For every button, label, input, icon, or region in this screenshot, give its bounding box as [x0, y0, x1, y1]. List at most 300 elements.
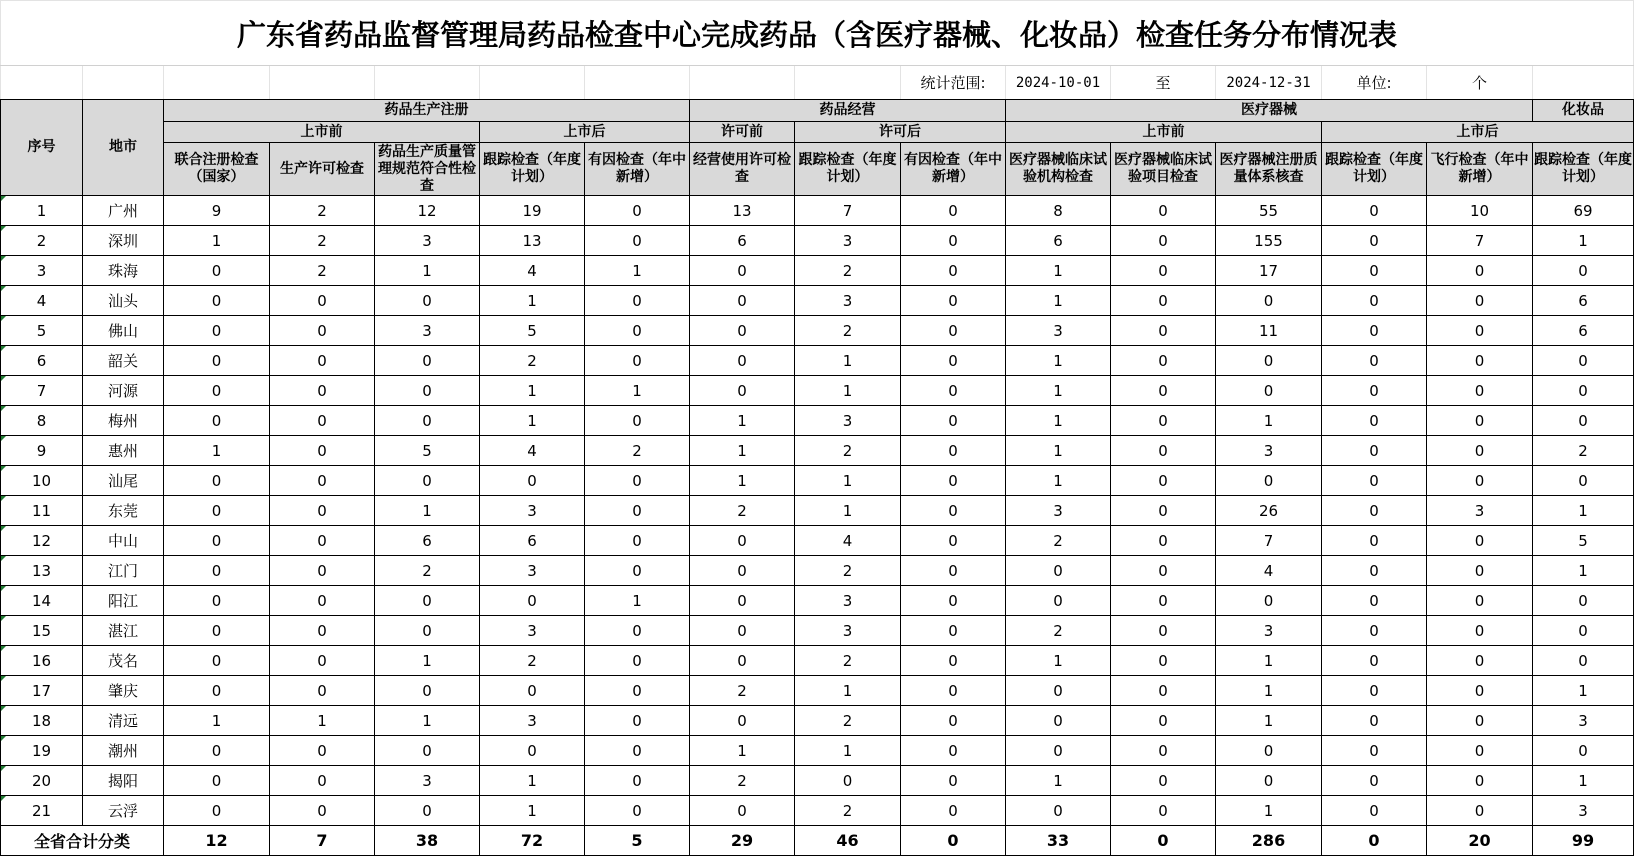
data-cell[interactable]: 1: [1533, 766, 1634, 796]
data-cell[interactable]: 1: [1006, 766, 1111, 796]
data-cell[interactable]: 1: [480, 406, 585, 436]
data-cell[interactable]: 0: [1533, 256, 1634, 286]
data-cell[interactable]: 0: [690, 376, 795, 406]
row-city[interactable]: 广州: [83, 196, 164, 226]
data-cell[interactable]: 2: [1006, 616, 1111, 646]
data-cell[interactable]: 0: [1533, 346, 1634, 376]
data-cell[interactable]: 0: [164, 376, 270, 406]
data-cell[interactable]: 2: [795, 256, 901, 286]
data-cell[interactable]: 1: [375, 256, 480, 286]
data-cell[interactable]: 6: [480, 526, 585, 556]
data-cell[interactable]: 0: [585, 286, 690, 316]
data-cell[interactable]: 0: [1427, 316, 1533, 346]
data-cell[interactable]: 3: [1533, 796, 1634, 826]
data-cell[interactable]: 0: [585, 526, 690, 556]
data-cell[interactable]: 0: [1111, 316, 1216, 346]
total-cell[interactable]: 286: [1216, 826, 1322, 856]
data-cell[interactable]: 6: [1533, 316, 1634, 346]
data-cell[interactable]: 155: [1216, 226, 1322, 256]
data-cell[interactable]: 0: [901, 706, 1006, 736]
total-cell[interactable]: 29: [690, 826, 795, 856]
data-cell[interactable]: 0: [1322, 586, 1427, 616]
data-cell[interactable]: 0: [690, 616, 795, 646]
data-cell[interactable]: 1: [1533, 556, 1634, 586]
data-cell[interactable]: 0: [1427, 706, 1533, 736]
data-cell[interactable]: 0: [270, 556, 375, 586]
data-cell[interactable]: 0: [1322, 406, 1427, 436]
data-cell[interactable]: 0: [164, 406, 270, 436]
data-cell[interactable]: 0: [585, 616, 690, 646]
data-cell[interactable]: 5: [375, 436, 480, 466]
data-cell[interactable]: 2: [270, 226, 375, 256]
data-cell[interactable]: 3: [1216, 436, 1322, 466]
data-cell[interactable]: 0: [585, 466, 690, 496]
row-city[interactable]: 汕尾: [83, 466, 164, 496]
data-cell[interactable]: 0: [1533, 466, 1634, 496]
data-cell[interactable]: 1: [375, 496, 480, 526]
data-cell[interactable]: 0: [585, 706, 690, 736]
data-cell[interactable]: 0: [1322, 316, 1427, 346]
data-cell[interactable]: 17: [1216, 256, 1322, 286]
data-cell[interactable]: 0: [375, 616, 480, 646]
data-cell[interactable]: 3: [795, 586, 901, 616]
data-cell[interactable]: 0: [164, 256, 270, 286]
data-cell[interactable]: 0: [1427, 796, 1533, 826]
data-cell[interactable]: 0: [690, 316, 795, 346]
data-cell[interactable]: 0: [1006, 736, 1111, 766]
data-cell[interactable]: 0: [901, 676, 1006, 706]
data-cell[interactable]: 1: [480, 796, 585, 826]
data-cell[interactable]: 55: [1216, 196, 1322, 226]
data-cell[interactable]: 5: [1533, 526, 1634, 556]
data-cell[interactable]: 0: [1322, 646, 1427, 676]
data-cell[interactable]: 0: [164, 796, 270, 826]
row-seq[interactable]: 20: [1, 766, 83, 796]
data-cell[interactable]: 1: [1006, 346, 1111, 376]
data-cell[interactable]: 0: [1111, 766, 1216, 796]
row-city[interactable]: 梅州: [83, 406, 164, 436]
data-cell[interactable]: 5: [480, 316, 585, 346]
data-cell[interactable]: 0: [690, 586, 795, 616]
data-cell[interactable]: 0: [901, 526, 1006, 556]
data-cell[interactable]: 0: [1216, 466, 1322, 496]
data-cell[interactable]: 1: [1006, 256, 1111, 286]
data-cell[interactable]: 0: [690, 526, 795, 556]
data-cell[interactable]: 0: [375, 466, 480, 496]
data-cell[interactable]: 0: [1111, 706, 1216, 736]
data-cell[interactable]: 2: [690, 676, 795, 706]
row-seq[interactable]: 9: [1, 436, 83, 466]
data-cell[interactable]: 0: [1427, 646, 1533, 676]
data-cell[interactable]: 0: [901, 316, 1006, 346]
data-cell[interactable]: 1: [270, 706, 375, 736]
row-seq[interactable]: 1: [1, 196, 83, 226]
data-cell[interactable]: 0: [1111, 196, 1216, 226]
row-seq[interactable]: 10: [1, 466, 83, 496]
data-cell[interactable]: 1: [690, 736, 795, 766]
data-cell[interactable]: 0: [164, 346, 270, 376]
row-seq[interactable]: 12: [1, 526, 83, 556]
total-cell[interactable]: 33: [1006, 826, 1111, 856]
data-cell[interactable]: 0: [1006, 706, 1111, 736]
data-cell[interactable]: 10: [1427, 196, 1533, 226]
data-cell[interactable]: 0: [1322, 346, 1427, 376]
data-cell[interactable]: 0: [901, 646, 1006, 676]
data-cell[interactable]: 0: [1111, 406, 1216, 436]
data-cell[interactable]: 0: [1533, 736, 1634, 766]
data-cell[interactable]: 2: [480, 646, 585, 676]
total-cell[interactable]: 72: [480, 826, 585, 856]
data-cell[interactable]: 2: [1006, 526, 1111, 556]
row-city[interactable]: 茂名: [83, 646, 164, 676]
data-cell[interactable]: 2: [795, 316, 901, 346]
data-cell[interactable]: 2: [585, 436, 690, 466]
data-cell[interactable]: 3: [795, 616, 901, 646]
data-cell[interactable]: 1: [164, 706, 270, 736]
row-seq[interactable]: 21: [1, 796, 83, 826]
row-city[interactable]: 云浮: [83, 796, 164, 826]
data-cell[interactable]: 0: [1111, 376, 1216, 406]
data-cell[interactable]: 0: [1427, 346, 1533, 376]
row-city[interactable]: 河源: [83, 376, 164, 406]
row-seq[interactable]: 14: [1, 586, 83, 616]
data-cell[interactable]: 2: [480, 346, 585, 376]
row-seq[interactable]: 4: [1, 286, 83, 316]
data-cell[interactable]: 0: [1322, 496, 1427, 526]
data-cell[interactable]: 1: [1006, 436, 1111, 466]
data-cell[interactable]: 2: [795, 646, 901, 676]
data-cell[interactable]: 0: [375, 286, 480, 316]
data-cell[interactable]: 0: [585, 676, 690, 706]
data-cell[interactable]: 3: [1533, 706, 1634, 736]
data-cell[interactable]: 1: [795, 496, 901, 526]
row-seq[interactable]: 19: [1, 736, 83, 766]
data-cell[interactable]: 0: [480, 676, 585, 706]
data-cell[interactable]: 0: [164, 766, 270, 796]
data-cell[interactable]: 0: [1111, 526, 1216, 556]
data-cell[interactable]: 4: [480, 436, 585, 466]
data-cell[interactable]: 3: [480, 616, 585, 646]
data-cell[interactable]: 1: [1006, 646, 1111, 676]
data-cell[interactable]: 9: [164, 196, 270, 226]
data-cell[interactable]: 0: [585, 316, 690, 346]
data-cell[interactable]: 0: [1111, 646, 1216, 676]
data-cell[interactable]: 0: [1427, 376, 1533, 406]
data-cell[interactable]: 0: [901, 766, 1006, 796]
row-city[interactable]: 清远: [83, 706, 164, 736]
data-cell[interactable]: 0: [1322, 436, 1427, 466]
total-cell[interactable]: 38: [375, 826, 480, 856]
data-cell[interactable]: 3: [480, 706, 585, 736]
data-cell[interactable]: 0: [1111, 346, 1216, 376]
data-cell[interactable]: 0: [164, 736, 270, 766]
data-cell[interactable]: 0: [1216, 766, 1322, 796]
row-seq[interactable]: 11: [1, 496, 83, 526]
data-cell[interactable]: 0: [690, 706, 795, 736]
row-seq[interactable]: 6: [1, 346, 83, 376]
data-cell[interactable]: 0: [1111, 286, 1216, 316]
row-seq[interactable]: 18: [1, 706, 83, 736]
data-cell[interactable]: 0: [585, 496, 690, 526]
data-cell[interactable]: 0: [585, 346, 690, 376]
data-cell[interactable]: 0: [1427, 526, 1533, 556]
data-cell[interactable]: 0: [1111, 556, 1216, 586]
data-cell[interactable]: 0: [1111, 586, 1216, 616]
data-cell[interactable]: 7: [1427, 226, 1533, 256]
data-cell[interactable]: 0: [375, 406, 480, 436]
data-cell[interactable]: 1: [1216, 646, 1322, 676]
data-cell[interactable]: 2: [375, 556, 480, 586]
data-cell[interactable]: 0: [1322, 256, 1427, 286]
row-city[interactable]: 肇庆: [83, 676, 164, 706]
data-cell[interactable]: 1: [690, 466, 795, 496]
data-cell[interactable]: 0: [690, 646, 795, 676]
total-cell[interactable]: 46: [795, 826, 901, 856]
data-cell[interactable]: 0: [585, 196, 690, 226]
data-cell[interactable]: 1: [690, 436, 795, 466]
data-cell[interactable]: 0: [1427, 766, 1533, 796]
data-cell[interactable]: 8: [1006, 196, 1111, 226]
data-cell[interactable]: 0: [164, 676, 270, 706]
total-cell[interactable]: 7: [270, 826, 375, 856]
data-cell[interactable]: 1: [375, 706, 480, 736]
data-cell[interactable]: 2: [690, 766, 795, 796]
data-cell[interactable]: 1: [795, 736, 901, 766]
data-cell[interactable]: 1: [795, 676, 901, 706]
data-cell[interactable]: 0: [480, 736, 585, 766]
data-cell[interactable]: 19: [480, 196, 585, 226]
data-cell[interactable]: 0: [901, 286, 1006, 316]
data-cell[interactable]: 1: [1533, 496, 1634, 526]
data-cell[interactable]: 0: [1006, 796, 1111, 826]
data-cell[interactable]: 12: [375, 196, 480, 226]
data-cell[interactable]: 1: [795, 466, 901, 496]
data-cell[interactable]: 0: [901, 496, 1006, 526]
total-cell[interactable]: 0: [1322, 826, 1427, 856]
data-cell[interactable]: 0: [270, 796, 375, 826]
data-cell[interactable]: 0: [1111, 616, 1216, 646]
data-cell[interactable]: 0: [480, 586, 585, 616]
data-cell[interactable]: 0: [1322, 376, 1427, 406]
data-cell[interactable]: 0: [1322, 196, 1427, 226]
data-cell[interactable]: 0: [270, 406, 375, 436]
data-cell[interactable]: 0: [585, 736, 690, 766]
row-seq[interactable]: 3: [1, 256, 83, 286]
data-cell[interactable]: 0: [1322, 736, 1427, 766]
data-cell[interactable]: 3: [375, 316, 480, 346]
data-cell[interactable]: 0: [270, 676, 375, 706]
row-seq[interactable]: 16: [1, 646, 83, 676]
data-cell[interactable]: 4: [1216, 556, 1322, 586]
data-cell[interactable]: 0: [1111, 436, 1216, 466]
data-cell[interactable]: 0: [1427, 736, 1533, 766]
data-cell[interactable]: 3: [480, 496, 585, 526]
data-cell[interactable]: 0: [1322, 286, 1427, 316]
data-cell[interactable]: 0: [270, 526, 375, 556]
row-city[interactable]: 深圳: [83, 226, 164, 256]
data-cell[interactable]: 0: [270, 766, 375, 796]
data-cell[interactable]: 1: [585, 376, 690, 406]
data-cell[interactable]: 0: [901, 436, 1006, 466]
data-cell[interactable]: 1: [1533, 676, 1634, 706]
data-cell[interactable]: 0: [164, 556, 270, 586]
data-cell[interactable]: 3: [795, 406, 901, 436]
data-cell[interactable]: 0: [1533, 406, 1634, 436]
data-cell[interactable]: 3: [375, 766, 480, 796]
data-cell[interactable]: 2: [795, 436, 901, 466]
data-cell[interactable]: 0: [1533, 616, 1634, 646]
data-cell[interactable]: 1: [585, 586, 690, 616]
data-cell[interactable]: 0: [375, 376, 480, 406]
total-cell[interactable]: 20: [1427, 826, 1533, 856]
data-cell[interactable]: 0: [1427, 466, 1533, 496]
data-cell[interactable]: 0: [901, 376, 1006, 406]
data-cell[interactable]: 0: [164, 646, 270, 676]
row-seq[interactable]: 13: [1, 556, 83, 586]
data-cell[interactable]: 3: [1216, 616, 1322, 646]
data-cell[interactable]: 0: [375, 736, 480, 766]
data-cell[interactable]: 0: [375, 676, 480, 706]
data-cell[interactable]: 0: [901, 616, 1006, 646]
data-cell[interactable]: 1: [1216, 796, 1322, 826]
row-city[interactable]: 惠州: [83, 436, 164, 466]
data-cell[interactable]: 0: [690, 346, 795, 376]
data-cell[interactable]: 0: [375, 796, 480, 826]
total-cell[interactable]: 5: [585, 826, 690, 856]
data-cell[interactable]: 1: [1006, 466, 1111, 496]
data-cell[interactable]: 6: [1533, 286, 1634, 316]
data-cell[interactable]: 0: [1216, 586, 1322, 616]
data-cell[interactable]: 0: [690, 556, 795, 586]
data-cell[interactable]: 0: [901, 796, 1006, 826]
data-cell[interactable]: 1: [1216, 406, 1322, 436]
row-city[interactable]: 汕头: [83, 286, 164, 316]
data-cell[interactable]: 1: [1216, 706, 1322, 736]
row-seq[interactable]: 7: [1, 376, 83, 406]
data-cell[interactable]: 2: [690, 496, 795, 526]
data-cell[interactable]: 0: [270, 736, 375, 766]
row-city[interactable]: 江门: [83, 556, 164, 586]
row-city[interactable]: 潮州: [83, 736, 164, 766]
data-cell[interactable]: 0: [1216, 286, 1322, 316]
data-cell[interactable]: 3: [795, 226, 901, 256]
data-cell[interactable]: 2: [795, 556, 901, 586]
data-cell[interactable]: 1: [585, 256, 690, 286]
data-cell[interactable]: 0: [901, 586, 1006, 616]
data-cell[interactable]: 0: [164, 316, 270, 346]
data-cell[interactable]: 4: [795, 526, 901, 556]
data-cell[interactable]: 0: [1006, 586, 1111, 616]
data-cell[interactable]: 11: [1216, 316, 1322, 346]
row-city[interactable]: 韶关: [83, 346, 164, 376]
data-cell[interactable]: 1: [795, 376, 901, 406]
data-cell[interactable]: 3: [1006, 496, 1111, 526]
data-cell[interactable]: 0: [1427, 256, 1533, 286]
data-cell[interactable]: 0: [270, 646, 375, 676]
data-cell[interactable]: 0: [1427, 406, 1533, 436]
data-cell[interactable]: 0: [1427, 676, 1533, 706]
row-city[interactable]: 湛江: [83, 616, 164, 646]
row-city[interactable]: 揭阳: [83, 766, 164, 796]
data-cell[interactable]: 0: [375, 346, 480, 376]
data-cell[interactable]: 3: [1427, 496, 1533, 526]
data-cell[interactable]: 0: [164, 616, 270, 646]
data-cell[interactable]: 0: [585, 646, 690, 676]
data-cell[interactable]: 1: [1533, 226, 1634, 256]
data-cell[interactable]: 0: [1322, 526, 1427, 556]
data-cell[interactable]: 0: [1533, 646, 1634, 676]
data-cell[interactable]: 13: [480, 226, 585, 256]
data-cell[interactable]: 6: [1006, 226, 1111, 256]
data-cell[interactable]: 1: [1216, 676, 1322, 706]
data-cell[interactable]: 0: [1427, 586, 1533, 616]
data-cell[interactable]: 0: [690, 256, 795, 286]
data-cell[interactable]: 3: [1006, 316, 1111, 346]
data-cell[interactable]: 0: [164, 466, 270, 496]
data-cell[interactable]: 0: [480, 466, 585, 496]
data-cell[interactable]: 0: [270, 376, 375, 406]
data-cell[interactable]: 0: [1111, 466, 1216, 496]
data-cell[interactable]: 0: [270, 466, 375, 496]
data-cell[interactable]: 0: [1322, 766, 1427, 796]
data-cell[interactable]: 0: [1216, 736, 1322, 766]
row-city[interactable]: 佛山: [83, 316, 164, 346]
data-cell[interactable]: 0: [1216, 346, 1322, 376]
data-cell[interactable]: 0: [1111, 736, 1216, 766]
data-cell[interactable]: 0: [585, 406, 690, 436]
data-cell[interactable]: 2: [270, 256, 375, 286]
data-cell[interactable]: 0: [164, 286, 270, 316]
data-cell[interactable]: 2: [270, 196, 375, 226]
data-cell[interactable]: 0: [1322, 616, 1427, 646]
data-cell[interactable]: 0: [1322, 676, 1427, 706]
data-cell[interactable]: 0: [1533, 376, 1634, 406]
row-city[interactable]: 珠海: [83, 256, 164, 286]
data-cell[interactable]: 3: [795, 286, 901, 316]
data-cell[interactable]: 7: [1216, 526, 1322, 556]
total-label[interactable]: 全省合计分类: [1, 826, 164, 856]
data-cell[interactable]: 0: [1111, 796, 1216, 826]
data-cell[interactable]: 0: [585, 766, 690, 796]
data-cell[interactable]: 0: [585, 796, 690, 826]
data-cell[interactable]: 0: [901, 466, 1006, 496]
data-cell[interactable]: 7: [795, 196, 901, 226]
data-cell[interactable]: 0: [1322, 706, 1427, 736]
data-cell[interactable]: 0: [1322, 556, 1427, 586]
row-seq[interactable]: 5: [1, 316, 83, 346]
data-cell[interactable]: 0: [1322, 466, 1427, 496]
data-cell[interactable]: 0: [270, 586, 375, 616]
data-cell[interactable]: 0: [1111, 226, 1216, 256]
data-cell[interactable]: 1: [375, 646, 480, 676]
data-cell[interactable]: 0: [1111, 676, 1216, 706]
data-cell[interactable]: 0: [901, 736, 1006, 766]
total-cell[interactable]: 12: [164, 826, 270, 856]
data-cell[interactable]: 1: [1006, 286, 1111, 316]
data-cell[interactable]: 26: [1216, 496, 1322, 526]
data-cell[interactable]: 0: [901, 226, 1006, 256]
data-cell[interactable]: 69: [1533, 196, 1634, 226]
data-cell[interactable]: 0: [270, 616, 375, 646]
data-cell[interactable]: 0: [375, 586, 480, 616]
data-cell[interactable]: 0: [1006, 676, 1111, 706]
data-cell[interactable]: 1: [1006, 376, 1111, 406]
row-city[interactable]: 中山: [83, 526, 164, 556]
data-cell[interactable]: 1: [795, 346, 901, 376]
data-cell[interactable]: 0: [1322, 226, 1427, 256]
data-cell[interactable]: 0: [585, 556, 690, 586]
data-cell[interactable]: 1: [480, 766, 585, 796]
